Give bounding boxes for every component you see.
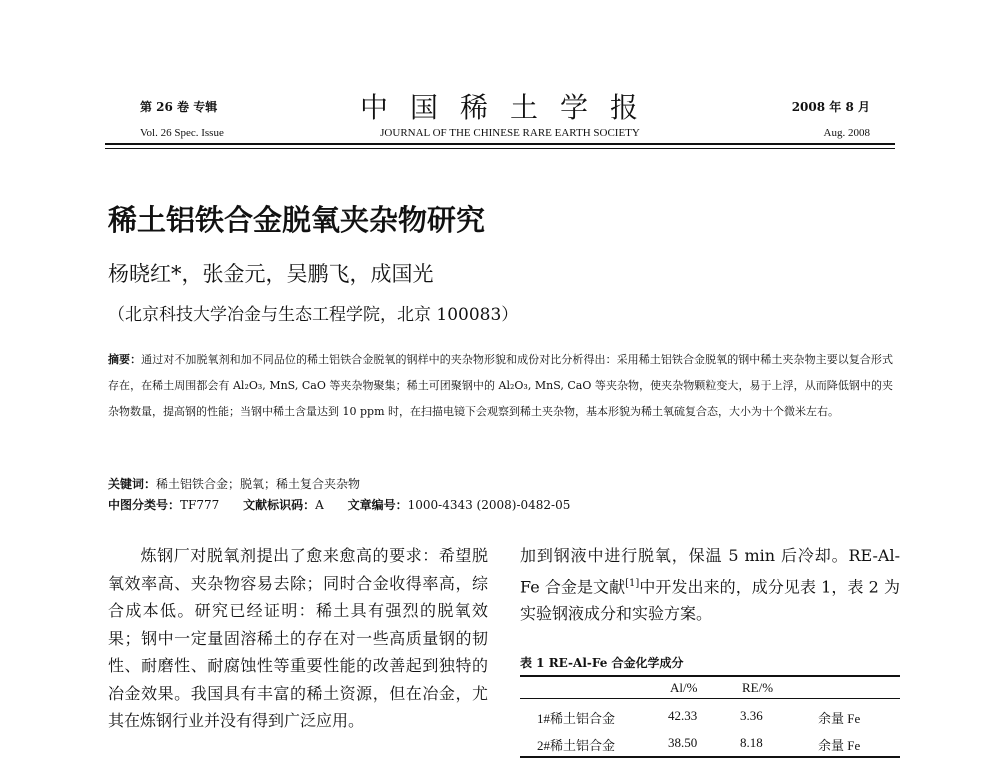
doc-code-label: 文献标识码： <box>243 498 316 512</box>
keywords-text: 稀土铝铁合金；脱氧；稀土复合夹杂物 <box>156 477 361 491</box>
journal-title-cn: 中国稀土学报 <box>359 91 660 124</box>
header-rule-thin <box>105 148 895 149</box>
paper-affiliation: （北京科技大学冶金与生态工程学院，北京 100083） <box>108 305 519 325</box>
table1-row1-name: 1#稀土铝合金 <box>537 711 616 726</box>
header-volume-cn: 第 26 卷 专辑 <box>140 100 218 114</box>
paper-authors: 杨晓红*，张金元，吴鹏飞，成国光 <box>108 262 434 286</box>
table1-row1-al: 42.33 <box>668 708 698 723</box>
header-rule-thick <box>105 143 895 145</box>
body-left-column <box>108 542 488 735</box>
header-date-cn: 2008 年 8 月 <box>791 100 870 114</box>
clc-label: 中图分类号： <box>108 498 181 512</box>
table1-header-re: RE/% <box>742 680 774 695</box>
table1-row1-balance: 余量 Fe <box>818 711 861 726</box>
table1-row2-name: 2#稀土铝合金 <box>537 738 616 753</box>
abstract-label: 摘要： <box>108 353 142 366</box>
method-text-a: 加到钢液中进行脱氧，保温 5 min 后冷却。RE-Al-Fe 合金是文献 <box>520 546 900 596</box>
keywords-label: 关键词： <box>108 477 157 491</box>
article-no-value: 1000-4343 (2008)-0482-05 <box>407 498 571 512</box>
citation-ref: [1] <box>625 577 640 589</box>
table1-row1-re: 3.36 <box>740 708 763 723</box>
doc-code-value: A <box>315 498 324 512</box>
table1-row2-re: 8.18 <box>740 735 763 750</box>
table1-top-rule <box>520 675 900 677</box>
classification-line <box>108 496 590 513</box>
table1-row2-balance: 余量 Fe <box>818 738 861 753</box>
table1-mid-rule <box>520 698 900 699</box>
abstract-text: 通过对不加脱氧剂和加不同品位的稀土铝铁合金脱氧的钢样中的夹杂物形貌和成份对比分析得出：采用稀土铝铁合金脱氧的钢中稀土夹杂物主要以复合形式存在，在稀土周围都会有 Al₂O₃, MnS, CaO 等夹杂物聚集；稀土可团聚钢中的 Al₂O₃, MnS, CaO 等夹杂物，使夹杂物颗粒变大，易于上浮，从而降低钢中的夹杂物数量，提高钢的性能；当钢中稀土含量达到 10 ppm 时，在扫描电镜下会观察到稀土夹杂物，基本形貌为稀土氧硫复合态，大小为十个微米左右。 <box>108 353 893 418</box>
table1-header-al: Al/% <box>670 680 698 695</box>
keywords <box>108 475 360 492</box>
header-date-en: Aug. 2008 <box>823 127 870 139</box>
header-volume-en: Vol. 26 Spec. Issue <box>140 127 224 139</box>
clc-value: TF777 <box>180 498 220 512</box>
method-text-b: 中开发出来的，成分见表 1，表 2 为实验钢液成分和实验方案。 <box>520 576 900 624</box>
table1-bottom-rule <box>520 756 900 758</box>
table1-row2-al: 38.50 <box>668 735 698 750</box>
abstract <box>108 347 893 425</box>
journal-title-en: JOURNAL OF THE CHINESE RARE EARTH SOCIETY <box>380 127 640 139</box>
body-right-column <box>520 542 900 628</box>
intro-paragraph: 炼钢厂对脱氧剂提出了愈来愈高的要求：希望脱氧效率高、夹杂物容易去除；同时合金收得率高，综合成本低。研究已经证明：稀土具有强烈的脱氧效果；钢中一定量固溶稀土的存在对一些高质量钢的韧性、耐磨性、耐腐蚀性等重要性能的改善起到独特的冶金效果。我国具有丰富的稀土资源，但在冶金，尤其在炼钢行业并没有得到广泛应用。 <box>108 546 488 730</box>
paper-title: 稀土铝铁合金脱氧夹杂物研究 <box>108 203 486 237</box>
table1-caption: 表 1 RE-Al-Fe 合金化学成分 <box>520 656 684 670</box>
article-no-label: 文章编号： <box>347 498 408 512</box>
